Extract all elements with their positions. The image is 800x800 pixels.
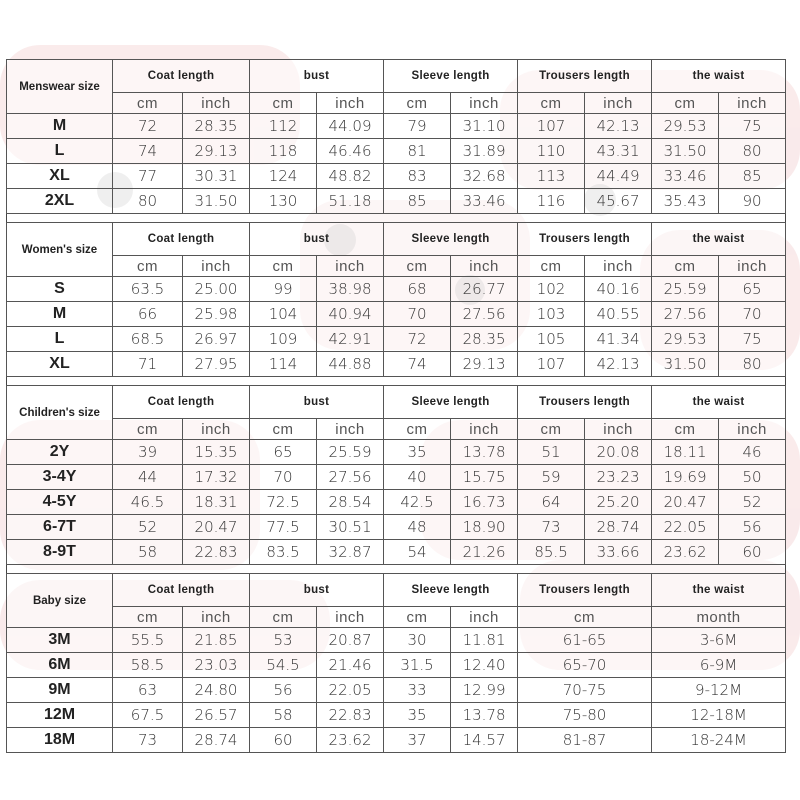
measurement-cell: 51.18 (317, 189, 384, 214)
measurement-cell: 35 (384, 703, 451, 728)
measurement-cell: 29.13 (183, 139, 250, 164)
measurement-cell: 58.5 (113, 653, 183, 678)
measurement-cell: 25.20 (585, 490, 652, 515)
measurement-cell: 23.03 (183, 653, 250, 678)
measurement-cell: 25.59 (652, 277, 719, 302)
size-label: 2Y (7, 440, 113, 465)
column-header: Coat length (113, 60, 250, 93)
measurement-cell: 75 (719, 327, 786, 352)
measurement-cell: 114 (250, 352, 317, 377)
measurement-cell: 74 (384, 352, 451, 377)
measurement-cell: 72.5 (250, 490, 317, 515)
measurement-cell: 44.88 (317, 352, 384, 377)
measurement-cell: 17.32 (183, 465, 250, 490)
measurement-cell: 70 (719, 302, 786, 327)
unit-cm: cm (250, 607, 317, 628)
measurement-cell: 32.87 (317, 540, 384, 565)
measurement-cell: 21.85 (183, 628, 250, 653)
measurement-cell: 59 (518, 465, 585, 490)
measurement-cell: 22.83 (317, 703, 384, 728)
unit-inch: inch (451, 607, 518, 628)
measurement-cell: 18.11 (652, 440, 719, 465)
measurement-cell: 9-12M (652, 678, 786, 703)
measurement-cell: 23.62 (317, 728, 384, 753)
section-header-row (7, 574, 786, 607)
measurement-cell: 26.77 (451, 277, 518, 302)
unit-row (7, 256, 786, 277)
measurement-cell: 46.5 (113, 490, 183, 515)
table-row (7, 189, 786, 214)
measurement-cell: 70-75 (518, 678, 652, 703)
section-title: Menswear size (7, 60, 113, 114)
measurement-cell: 29.53 (652, 327, 719, 352)
measurement-cell: 68 (384, 277, 451, 302)
measurement-cell: 35.43 (652, 189, 719, 214)
section-title: Children's size (7, 386, 113, 440)
measurement-cell: 103 (518, 302, 585, 327)
measurement-cell: 65 (250, 440, 317, 465)
measurement-cell: 33.46 (652, 164, 719, 189)
unit-row (7, 607, 786, 628)
column-header: Sleeve length (384, 223, 518, 256)
unit-inch: inch (585, 419, 652, 440)
measurement-cell: 80 (113, 189, 183, 214)
size-label: 3M (7, 628, 113, 653)
measurement-cell: 32.68 (451, 164, 518, 189)
measurement-cell: 31.50 (183, 189, 250, 214)
measurement-cell: 45.67 (585, 189, 652, 214)
size-label: 8-9T (7, 540, 113, 565)
measurement-cell: 29.53 (652, 114, 719, 139)
measurement-cell: 25.00 (183, 277, 250, 302)
measurement-cell: 25.98 (183, 302, 250, 327)
measurement-cell: 77.5 (250, 515, 317, 540)
measurement-cell: 81-87 (518, 728, 652, 753)
measurement-cell: 66 (113, 302, 183, 327)
unit-cm: cm (384, 419, 451, 440)
unit-inch: inch (719, 256, 786, 277)
measurement-cell: 16.73 (451, 490, 518, 515)
measurement-cell: 30.31 (183, 164, 250, 189)
size-label: L (7, 327, 113, 352)
table-row (7, 490, 786, 515)
measurement-cell: 40.55 (585, 302, 652, 327)
unit-inch: inch (451, 93, 518, 114)
section-spacer (7, 565, 786, 574)
measurement-cell: 24.80 (183, 678, 250, 703)
measurement-cell: 33 (384, 678, 451, 703)
measurement-cell: 23.23 (585, 465, 652, 490)
measurement-cell: 44 (113, 465, 183, 490)
measurement-cell: 50 (719, 465, 786, 490)
size-label: S (7, 277, 113, 302)
measurement-cell: 22.05 (317, 678, 384, 703)
size-label: 4-5Y (7, 490, 113, 515)
measurement-cell: 20.47 (183, 515, 250, 540)
measurement-cell: 30 (384, 628, 451, 653)
measurement-cell: 54 (384, 540, 451, 565)
measurement-cell: 18.90 (451, 515, 518, 540)
spacer-cell (7, 214, 786, 223)
unit-inch: inch (719, 419, 786, 440)
measurement-cell: 6-9M (652, 653, 786, 678)
table-row (7, 628, 786, 653)
measurement-cell: 53 (250, 628, 317, 653)
measurement-cell: 72 (113, 114, 183, 139)
measurement-cell: 29.13 (451, 352, 518, 377)
unit-cm: cm (113, 419, 183, 440)
table-row (7, 515, 786, 540)
unit-inch: inch (183, 256, 250, 277)
measurement-cell: 28.35 (183, 114, 250, 139)
section-title: Baby size (7, 574, 113, 628)
measurement-cell: 102 (518, 277, 585, 302)
measurement-cell: 46 (719, 440, 786, 465)
unit-row (7, 93, 786, 114)
measurement-cell: 75 (719, 114, 786, 139)
measurement-cell: 51 (518, 440, 585, 465)
table-row (7, 352, 786, 377)
size-table (6, 59, 786, 753)
unit-inch: inch (451, 419, 518, 440)
measurement-cell: 79 (384, 114, 451, 139)
table-row (7, 440, 786, 465)
measurement-cell: 48 (384, 515, 451, 540)
unit-cm: cm (518, 256, 585, 277)
measurement-cell: 21.26 (451, 540, 518, 565)
measurement-cell: 80 (719, 352, 786, 377)
unit-cm: cm (384, 256, 451, 277)
measurement-cell: 70 (250, 465, 317, 490)
measurement-cell: 33.66 (585, 540, 652, 565)
size-label: L (7, 139, 113, 164)
measurement-cell: 31.89 (451, 139, 518, 164)
measurement-cell: 28.74 (183, 728, 250, 753)
measurement-cell: 12.99 (451, 678, 518, 703)
measurement-cell: 27.56 (317, 465, 384, 490)
unit-cm: cm (652, 419, 719, 440)
measurement-cell: 41.34 (585, 327, 652, 352)
unit-cm: cm (113, 607, 183, 628)
section-header-row (7, 60, 786, 93)
measurement-cell: 60 (250, 728, 317, 753)
unit-inch: inch (317, 607, 384, 628)
measurement-cell: 33.46 (451, 189, 518, 214)
measurement-cell: 60 (719, 540, 786, 565)
measurement-cell: 85 (719, 164, 786, 189)
table-row (7, 678, 786, 703)
unit-cm: cm (113, 256, 183, 277)
unit-inch: inch (451, 256, 518, 277)
section-spacer (7, 214, 786, 223)
unit-cm: cm (652, 93, 719, 114)
measurement-cell: 40.16 (585, 277, 652, 302)
column-header: bust (250, 223, 384, 256)
unit-inch: inch (719, 93, 786, 114)
unit-cm: cm (250, 419, 317, 440)
measurement-cell: 27.56 (652, 302, 719, 327)
table-row (7, 302, 786, 327)
measurement-cell: 28.35 (451, 327, 518, 352)
column-header: the waist (652, 574, 786, 607)
size-label: 6M (7, 653, 113, 678)
column-header: Trousers length (518, 223, 652, 256)
measurement-cell: 14.57 (451, 728, 518, 753)
measurement-cell: 55.5 (113, 628, 183, 653)
measurement-cell: 20.08 (585, 440, 652, 465)
column-header: the waist (652, 60, 786, 93)
measurement-cell: 81 (384, 139, 451, 164)
size-label: 9M (7, 678, 113, 703)
measurement-cell: 37 (384, 728, 451, 753)
measurement-cell: 64 (518, 490, 585, 515)
size-label: 3-4Y (7, 465, 113, 490)
table-row (7, 114, 786, 139)
size-label: 6-7T (7, 515, 113, 540)
measurement-cell: 20.87 (317, 628, 384, 653)
measurement-cell: 63 (113, 678, 183, 703)
table-row (7, 703, 786, 728)
table-row (7, 465, 786, 490)
measurement-cell: 73 (518, 515, 585, 540)
measurement-cell: 31.50 (652, 352, 719, 377)
table-row (7, 540, 786, 565)
measurement-cell: 19.69 (652, 465, 719, 490)
spacer-cell (7, 565, 786, 574)
measurement-cell: 80 (719, 139, 786, 164)
column-header: bust (250, 386, 384, 419)
measurement-cell: 21.46 (317, 653, 384, 678)
table-row (7, 728, 786, 753)
measurement-cell: 28.74 (585, 515, 652, 540)
size-label: XL (7, 164, 113, 189)
measurement-cell: 43.31 (585, 139, 652, 164)
measurement-cell: 116 (518, 189, 585, 214)
column-header: Trousers length (518, 386, 652, 419)
unit-cm: cm (113, 93, 183, 114)
size-label: M (7, 302, 113, 327)
unit-cm: cm (384, 607, 451, 628)
measurement-cell: 12-18M (652, 703, 786, 728)
column-header: Sleeve length (384, 386, 518, 419)
measurement-cell: 23.62 (652, 540, 719, 565)
measurement-cell: 42.5 (384, 490, 451, 515)
measurement-cell: 113 (518, 164, 585, 189)
measurement-cell: 73 (113, 728, 183, 753)
measurement-cell: 77 (113, 164, 183, 189)
measurement-cell: 104 (250, 302, 317, 327)
unit-cm: cm (250, 93, 317, 114)
unit-inch: inch (317, 93, 384, 114)
unit-cm: cm (250, 256, 317, 277)
measurement-cell: 48.82 (317, 164, 384, 189)
measurement-cell: 61-65 (518, 628, 652, 653)
measurement-cell: 67.5 (113, 703, 183, 728)
measurement-cell: 90 (719, 189, 786, 214)
size-label: 18M (7, 728, 113, 753)
unit-cm: cm (518, 419, 585, 440)
column-header: bust (250, 60, 384, 93)
measurement-cell: 22.83 (183, 540, 250, 565)
measurement-cell: 72 (384, 327, 451, 352)
measurement-cell: 52 (113, 515, 183, 540)
measurement-cell: 58 (250, 703, 317, 728)
size-label: 12M (7, 703, 113, 728)
measurement-cell: 31.10 (451, 114, 518, 139)
measurement-cell: 63.5 (113, 277, 183, 302)
measurement-cell: 40 (384, 465, 451, 490)
size-chart (6, 59, 786, 753)
column-header: the waist (652, 386, 786, 419)
measurement-cell: 31.50 (652, 139, 719, 164)
size-label: M (7, 114, 113, 139)
measurement-cell: 65-70 (518, 653, 652, 678)
size-label: XL (7, 352, 113, 377)
measurement-cell: 38.98 (317, 277, 384, 302)
measurement-cell: 44.09 (317, 114, 384, 139)
measurement-cell: 39 (113, 440, 183, 465)
measurement-cell: 42.13 (585, 352, 652, 377)
measurement-cell: 27.56 (451, 302, 518, 327)
measurement-cell: 54.5 (250, 653, 317, 678)
section-header-row (7, 386, 786, 419)
measurement-cell: 105 (518, 327, 585, 352)
measurement-cell: 15.35 (183, 440, 250, 465)
unit-inch: inch (585, 256, 652, 277)
column-header: Sleeve length (384, 60, 518, 93)
table-row (7, 327, 786, 352)
column-header: Coat length (113, 574, 250, 607)
measurement-cell: 56 (250, 678, 317, 703)
measurement-cell: 13.78 (451, 703, 518, 728)
measurement-cell: 112 (250, 114, 317, 139)
spacer-cell (7, 377, 786, 386)
unit-month: month (652, 607, 786, 628)
column-header: bust (250, 574, 384, 607)
measurement-cell: 44.49 (585, 164, 652, 189)
measurement-cell: 65 (719, 277, 786, 302)
measurement-cell: 107 (518, 352, 585, 377)
column-header: Trousers length (518, 60, 652, 93)
measurement-cell: 85 (384, 189, 451, 214)
measurement-cell: 42.13 (585, 114, 652, 139)
unit-inch: inch (183, 93, 250, 114)
measurement-cell: 58 (113, 540, 183, 565)
measurement-cell: 68.5 (113, 327, 183, 352)
section-title: Women's size (7, 223, 113, 277)
table-row (7, 653, 786, 678)
measurement-cell: 13.78 (451, 440, 518, 465)
table-row (7, 164, 786, 189)
measurement-cell: 109 (250, 327, 317, 352)
measurement-cell: 85.5 (518, 540, 585, 565)
table-row (7, 139, 786, 164)
section-header-row (7, 223, 786, 256)
measurement-cell: 70 (384, 302, 451, 327)
column-header: the waist (652, 223, 786, 256)
measurement-cell: 107 (518, 114, 585, 139)
measurement-cell: 26.57 (183, 703, 250, 728)
column-header: Sleeve length (384, 574, 518, 607)
measurement-cell: 12.40 (451, 653, 518, 678)
measurement-cell: 99 (250, 277, 317, 302)
unit-inch: inch (317, 419, 384, 440)
measurement-cell: 15.75 (451, 465, 518, 490)
table-row (7, 277, 786, 302)
measurement-cell: 20.47 (652, 490, 719, 515)
measurement-cell: 3-6M (652, 628, 786, 653)
column-header: Trousers length (518, 574, 652, 607)
measurement-cell: 74 (113, 139, 183, 164)
unit-row (7, 419, 786, 440)
unit-cm: cm (384, 93, 451, 114)
unit-cm: cm (518, 93, 585, 114)
measurement-cell: 52 (719, 490, 786, 515)
measurement-cell: 18.31 (183, 490, 250, 515)
unit-cm: cm (518, 607, 652, 628)
column-header: Coat length (113, 223, 250, 256)
measurement-cell: 71 (113, 352, 183, 377)
measurement-cell: 130 (250, 189, 317, 214)
measurement-cell: 11.81 (451, 628, 518, 653)
measurement-cell: 27.95 (183, 352, 250, 377)
section-spacer (7, 377, 786, 386)
unit-cm: cm (652, 256, 719, 277)
column-header: Coat length (113, 386, 250, 419)
measurement-cell: 83.5 (250, 540, 317, 565)
unit-inch: inch (183, 607, 250, 628)
measurement-cell: 25.59 (317, 440, 384, 465)
measurement-cell: 35 (384, 440, 451, 465)
measurement-cell: 124 (250, 164, 317, 189)
unit-inch: inch (585, 93, 652, 114)
unit-inch: inch (183, 419, 250, 440)
measurement-cell: 56 (719, 515, 786, 540)
measurement-cell: 110 (518, 139, 585, 164)
measurement-cell: 46.46 (317, 139, 384, 164)
measurement-cell: 42.91 (317, 327, 384, 352)
measurement-cell: 26.97 (183, 327, 250, 352)
measurement-cell: 28.54 (317, 490, 384, 515)
measurement-cell: 31.5 (384, 653, 451, 678)
unit-inch: inch (317, 256, 384, 277)
measurement-cell: 22.05 (652, 515, 719, 540)
size-label: 2XL (7, 189, 113, 214)
measurement-cell: 75-80 (518, 703, 652, 728)
measurement-cell: 40.94 (317, 302, 384, 327)
measurement-cell: 83 (384, 164, 451, 189)
measurement-cell: 30.51 (317, 515, 384, 540)
measurement-cell: 18-24M (652, 728, 786, 753)
measurement-cell: 118 (250, 139, 317, 164)
